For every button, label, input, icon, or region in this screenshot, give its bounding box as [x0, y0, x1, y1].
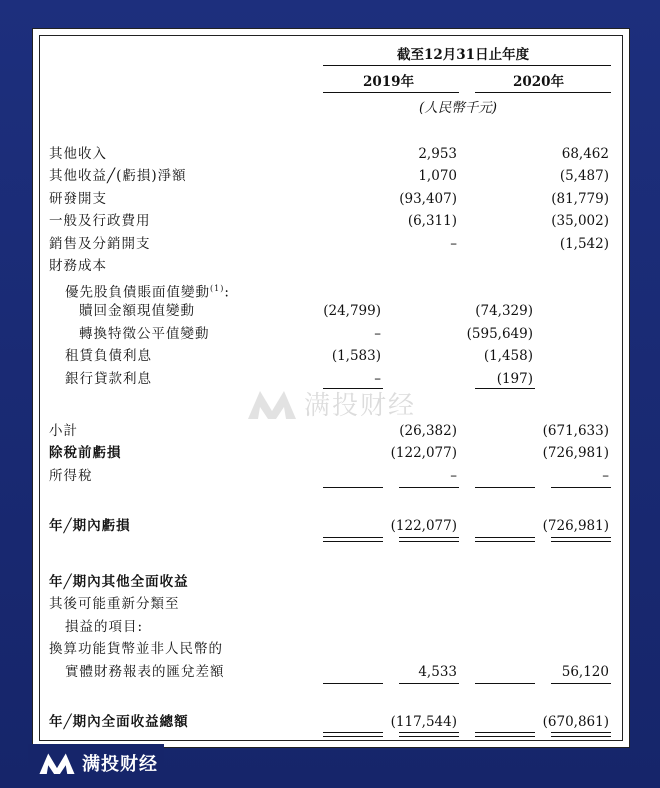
value-2020: (81,779) [551, 191, 609, 207]
row-label: 年╱期內其他全面收益 [49, 574, 189, 590]
value-2019: (6,311) [407, 213, 457, 229]
sub-value-2020: (595,649) [466, 326, 533, 342]
sub-value-2019: – [374, 371, 381, 387]
preferred-label: 優先股負債賬面值變動 [65, 284, 210, 301]
double-rule [399, 732, 459, 737]
period-title: 截至12月31日止年度 [397, 47, 530, 63]
rule [323, 487, 383, 488]
row-label: 損益的項目: [65, 619, 144, 635]
value-2019: (93,407) [399, 191, 457, 207]
value-2019: (122,077) [390, 518, 457, 534]
double-rule [475, 732, 535, 737]
row-label: 銷售及分銷開支 [49, 236, 151, 252]
year-2019-rule [323, 92, 459, 93]
sub-value-2020: (197) [496, 371, 533, 387]
year-2019-header: 2019年 [363, 74, 415, 90]
value-2019: – [450, 236, 457, 252]
value-2019: (117,544) [390, 714, 457, 730]
row-label [65, 280, 230, 302]
value-2020: (1,542) [559, 236, 609, 252]
value-2020: (671,633) [542, 423, 609, 439]
sum-rule-2020 [475, 388, 535, 389]
double-rule [399, 537, 459, 542]
value-2020: 68,462 [561, 146, 609, 162]
brand-badge [28, 744, 164, 782]
value-2020: (726,981) [542, 518, 609, 534]
row-label: 其後可能重新分類至 [49, 596, 180, 612]
header-rule [323, 65, 611, 66]
value-2019: – [450, 468, 457, 484]
watermark-text: 满投财经 [304, 391, 417, 421]
value-2020: (670,861) [542, 714, 609, 730]
double-rule [551, 732, 611, 737]
value-2019: 1,070 [418, 168, 457, 184]
mantou-logo-icon [246, 387, 298, 421]
value-2019: 4,533 [418, 664, 457, 680]
row-label: 轉換特徵公平值變動 [79, 326, 210, 342]
sub-value-2019: (24,799) [323, 303, 381, 319]
badge-text: 满投财经 [82, 754, 158, 775]
rule [551, 683, 611, 684]
row-label: 財務成本 [49, 258, 107, 274]
rule [399, 487, 459, 488]
value-2020: (5,487) [559, 168, 609, 184]
row-label: 年╱期內虧損 [49, 518, 131, 534]
mantou-logo-icon [38, 750, 76, 776]
preferred-suffix: : [224, 284, 230, 301]
rule [323, 683, 383, 684]
double-rule [323, 537, 383, 542]
value-2020: (726,981) [542, 445, 609, 461]
value-2020: 56,120 [561, 664, 609, 680]
rule [475, 487, 535, 488]
double-rule [475, 537, 535, 542]
row-label: 銀行貸款利息 [65, 371, 152, 387]
row-label: 換算功能貨幣並非人民幣的 [49, 641, 223, 657]
sub-value-2019: (1,583) [331, 348, 381, 364]
value-2020: – [602, 468, 609, 484]
sub-value-2020: (74,329) [475, 303, 533, 319]
rule [399, 683, 459, 684]
year-2020-rule [475, 92, 611, 93]
row-label: 所得稅 [49, 468, 93, 484]
value-2019: 2,953 [418, 146, 457, 162]
value-2019: (26,382) [399, 423, 457, 439]
row-label: 一般及行政費用 [49, 213, 151, 229]
row-label: 小計 [49, 423, 78, 439]
footnote-ref: (1) [210, 284, 225, 293]
row-label: 年╱期內全面收益總額 [49, 714, 189, 730]
value-2019: (122,077) [390, 445, 457, 461]
row-label: 實體財務報表的匯兌差額 [65, 664, 225, 680]
sub-value-2019: – [374, 326, 381, 342]
row-label: 其他收入 [49, 146, 107, 162]
rule [475, 683, 535, 684]
year-2020-header: 2020年 [513, 74, 565, 90]
row-label: 租賃負債利息 [65, 348, 152, 364]
row-label: 其他收益╱(虧損)淨額 [49, 168, 187, 184]
value-2020: (35,002) [551, 213, 609, 229]
double-rule [323, 732, 383, 737]
row-label: 除稅前虧損 [49, 445, 122, 461]
row-label: 贖回金額現值變動 [79, 303, 195, 319]
unit-label: (人民幣千元) [419, 100, 498, 116]
row-label: 研發開支 [49, 191, 107, 207]
sub-value-2020: (1,458) [483, 348, 533, 364]
double-rule [551, 537, 611, 542]
watermark [246, 385, 416, 422]
rule [551, 487, 611, 488]
